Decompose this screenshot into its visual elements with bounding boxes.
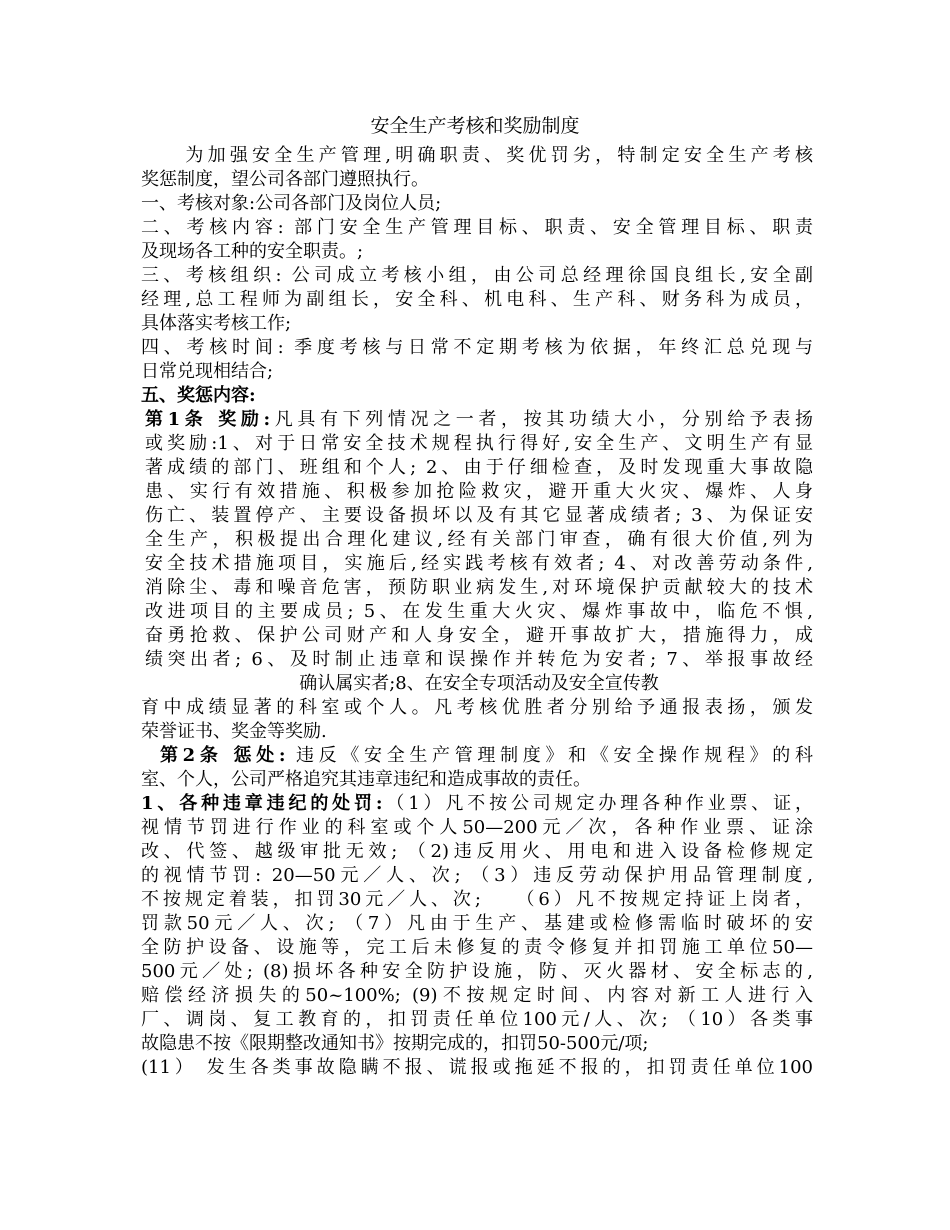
text-line: 荣誉证书、奖金等奖励. [141, 721, 327, 742]
text-line: 经理,总工程师为副组长，安全科、机电科、生产科、财务科为成员， [141, 289, 813, 310]
text-line: 全生产，积极提出合理化建议,经有关部门审查，确有很大价值,列为 [145, 529, 813, 550]
text-line: 改、代签、越级审批无效; （2)违反用火、用电和进入设备检修规定 [141, 841, 813, 862]
text-line: (11） 发生各类事故隐瞒不报、谎报或拖延不报的，扣罚责任单位100 [141, 1057, 813, 1078]
text-line: 日常兑现相结合; [141, 361, 274, 382]
text-line: 视情节罚进行作业的科室或个人50—200元／次，各种作业票、证涂 [141, 817, 813, 838]
text-line: 不按规定着装，扣罚30元／人、次; （6）凡不按规定持证上岗者， [141, 889, 813, 910]
text-line: 著成绩的部门、班组和个人; 2、由于仔细检查，及时发现重大事故隐 [145, 457, 813, 478]
text-line: 为加强安全生产管理,明确职责、奖优罚劣，特制定安全生产考核 [141, 145, 813, 166]
text-line: 具体落实考核工作; [141, 313, 292, 334]
text-line: 伤亡、装置停产、主要设备损坏以及有其它显著成绩者; 3、为保证安 [145, 505, 813, 526]
text-line: 绩突出者; 6、及时制止违章和误操作并转危为安者; 7、举报事故经 [145, 649, 813, 670]
text-line: 患、实行有效措施、积极参加抢险救灾，避开重大火灾、爆炸、人身 [145, 481, 813, 502]
text-line: 消除尘、毒和噪音危害，预防职业病发生,对环境保护贡献较大的技术 [145, 577, 813, 598]
text-line: 一、考核对象:公司各部门及岗位人员; [141, 193, 442, 214]
text-line: 二、考核内容: 部门安全生产管理目标、职责、安全管理目标、职责 [141, 217, 813, 238]
subsection-heading: 1、各种违章违纪的处罚: [141, 793, 383, 814]
text-line: 及现场各工种的安全职责。; [141, 241, 364, 262]
article-heading: 第1条 奖励: [145, 409, 271, 430]
text-line: 室、个人，公司严格追究其违章违纪和造成事故的责任。 [141, 769, 591, 790]
document-title: 安全生产考核和奖励制度 [370, 115, 580, 137]
text-line: 1、各种违章违纪的处罚:（1）凡不按公司规定办理各种作业票、证， [141, 793, 813, 814]
text-line: 奖惩制度，望公司各部门遵照执行。 [141, 169, 429, 190]
text-line: 罚款50元／人、次; （7）凡由于生产、基建或检修需临时破坏的安 [141, 913, 813, 934]
text-line: 500元／处; (8)损坏各种安全防护设施，防、灭火器材、安全标志的, [141, 961, 813, 982]
text-line: 育中成绩显著的科室或个人。凡考核优胜者分别给予通报表扬，颁发 [141, 697, 813, 718]
text-line: 四、考核时间: 季度考核与日常不定期考核为依据，年终汇总兑现与 [141, 337, 813, 358]
text-line: 第2条 惩处: 违反《安全生产管理制度》和《安全操作规程》的科 [160, 745, 813, 766]
section-heading: 五、奖惩内容: [141, 385, 256, 406]
text-line: 故隐患不按《限期整改通知书》按期完成的，扣罚50-500元/项; [141, 1033, 649, 1054]
text-line: 第1条 奖励:凡具有下列情况之一者，按其功绩大小，分别给予表扬 [145, 409, 814, 430]
text-line: 确认属实者;8、在安全专项活动及安全宣传教 [299, 673, 659, 694]
text-line: 的视情节罚: 20—50元／人、次; （3）违反劳动保护用品管理制度, [141, 865, 813, 886]
text-line: 或奖励:1、对于日常安全技术规程执行得好,安全生产、文明生产有显 [145, 433, 813, 454]
text-line: 赔偿经济损失的50~100%; (9)不按规定时间、内容对新工人进行入 [141, 985, 813, 1006]
article-heading: 第2条 惩处: [160, 745, 286, 766]
text-line: 厂、调岗、复工教育的，扣罚责任单位100元/人、次; （10）各类事 [141, 1009, 813, 1030]
text-line: 三、考核组织: 公司成立考核小组，由公司总经理徐国良组长,安全副 [141, 265, 813, 286]
text-line: 安全技术措施项目，实施后,经实践考核有效者; 4、对改善劳动条件, [145, 553, 813, 574]
text-line: 改进项目的主要成员; 5、在发生重大火灾、爆炸事故中，临危不惧, [145, 601, 813, 622]
text-line: 全防护设备、设施等，完工后未修复的责令修复并扣罚施工单位50— [141, 937, 813, 958]
text-line: 奋勇抢救、保护公司财产和人身安全，避开事故扩大，措施得力，成 [145, 625, 813, 646]
